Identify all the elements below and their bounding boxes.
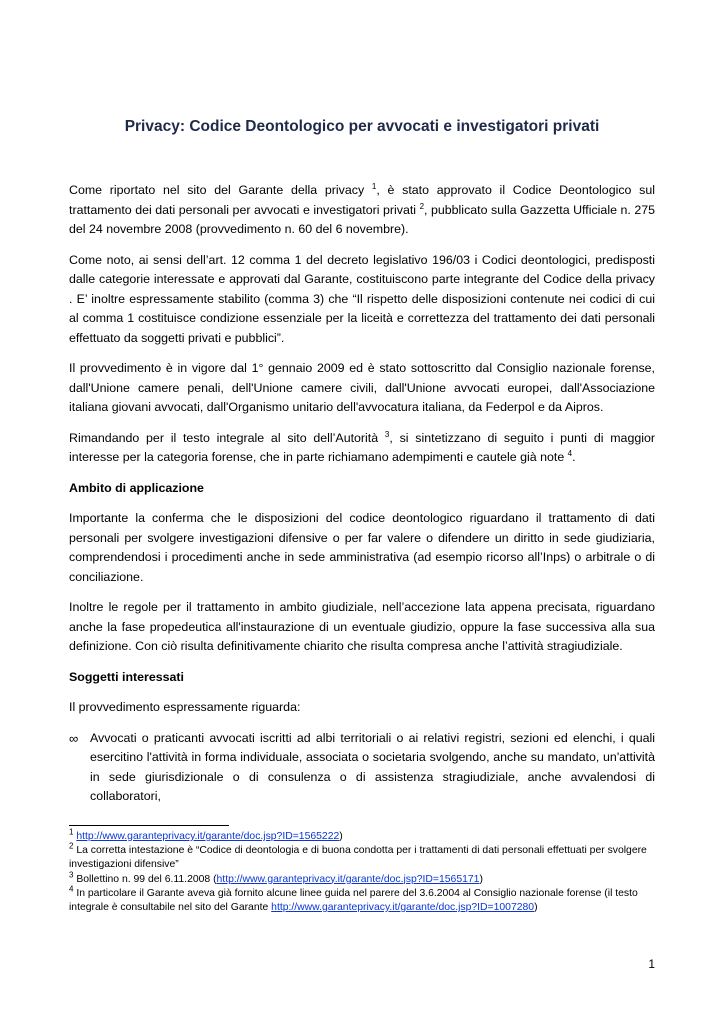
footnote-link[interactable]: http://www.garanteprivacy.it/garante/doc.jsp?ID=1007280	[271, 902, 535, 914]
list-item-text: Avvocati o praticanti avvocati iscritti ad albi territoriali o ai relativi registri, sezioni ed elenchi, i quali esercitino l'attività in forma individuale, associata o societaria svolgendo, anche su mandato, un'attività in sede giurisdizionale o di consulenza o di assistenza stragiudiziale, anche avvalendosi di collaboratori,	[90, 730, 655, 803]
footnote-text: )	[479, 873, 483, 885]
paragraph-text: .	[572, 450, 576, 464]
footnote-number: 1	[69, 827, 74, 837]
paragraph-subjects-intro: Il provvedimento espressamente riguarda:	[69, 700, 301, 714]
footnotes	[69, 827, 657, 915]
paragraph-scope-2: Inoltre le regole per il trattamento in ambito giudiziale, nell’accezione lata appena precisata, riguardano anche la fase propedeutica all'instaurazione di un eventuale giudizio, oppure la fase successiva alla sua definizione. Con ciò risulta definitivamente chiarito che risulta compresa anche l’attività stragiudiziale.	[69, 600, 655, 653]
document-title: Privacy: Codice Deontologico per avvocati e investigatori privati	[124, 118, 600, 135]
list-item	[69, 729, 655, 807]
section-heading-subjects: Soggetti interessati	[69, 669, 184, 684]
footnote-3	[69, 870, 657, 887]
footnote-1	[69, 827, 657, 844]
footnote-text: In particolare il Garante aveva già fornito alcune linee guida nel parere del 3.6.2004 al Consiglio nazionale forense (il testo integrale è consultabile nel sito del Garante	[69, 887, 638, 914]
paragraph-text: , pubblicato sulla Gazzetta Ufficiale n. 275 del 24 novembre 2008 (provvedimento n. 60 del 6 novembre).	[69, 202, 656, 236]
footnote-text: Bollettino n. 99 del 6.11.2008 (	[76, 873, 217, 885]
footnote-text: )	[339, 831, 343, 842]
footnote-text: )	[534, 902, 538, 914]
document-body	[69, 181, 655, 807]
page-number: 1	[648, 957, 655, 971]
footnote-text: La corretta intestazione è “Codice di deontologia e di buona condotta per i trattamenti di dati personali effettuati per svolgere investigazioni difensive”	[69, 845, 647, 871]
footnote-number: 4	[69, 884, 74, 894]
footnote-link[interactable]: http://www.garanteprivacy.it/garante/doc.jsp?ID=1565171	[216, 873, 480, 885]
footnote-ref-1[interactable]: 1	[371, 181, 377, 191]
paragraph-text: , si sintetizzano di seguito i punti di maggior interesse per la categoria forense, che in parte richiamano adempimenti e cautele già note	[69, 430, 655, 464]
paragraph-summary	[69, 429, 655, 468]
paragraph-text: , è stato approvato il Codice Deontologico sul trattamento dei dati personali per avvocati e investigatori privati	[69, 183, 655, 217]
paragraph-scope-1: Importante la conferma che le disposizioni del codice deontologico riguardano il trattamento di dati personali per svolgere investigazioni difensive o per far valere o difendere un diritto in sede giudiziaria, comprendendosi i procedimenti anche in sede amministrativa (ad esempio ricorso all’Inps) o arbitrale o di conciliazione.	[69, 511, 655, 584]
bullet-infinity-icon: ∞	[69, 730, 79, 746]
paragraph-text: Rimandando per il testo integrale al sito dell’Autorità	[69, 430, 385, 445]
footnote-separator	[69, 825, 229, 826]
paragraph-legal-basis: Come noto, ai sensi dell’art. 12 comma 1 del decreto legislativo 196/03 i Codici deontologici, predisposti dalle categorie interessate e approvati dal Garante, costituiscono parte integrante del Codice della privacy . E’ inoltre espressamente stabilito (comma 3) che “Il rispetto delle disposizioni contenute nei codici di cui al comma 1 costituisce condizione essenziale per la liceità e correttezza del trattamento dei dati personali effettuato da soggetti privati e pubblici”.	[69, 252, 655, 345]
footnote-4	[69, 884, 657, 915]
footnote-ref-2[interactable]: 2	[419, 201, 425, 211]
footnote-number: 2	[69, 841, 74, 851]
footnote-2	[69, 841, 657, 872]
paragraph-in-force: Il provvedimento è in vigore dal 1° gennaio 2009 ed è stato sottoscritto dal Consiglio nazionale forense, dall'Unione camere penali, dell'Unione camere civili, dall'Unione avvocati europei, dall'Associazione italiana giovani avvocati, dall'Organismo unitario dell'avvocatura italiana, da Federpol e da Aipros.	[69, 361, 655, 414]
section-heading-scope: Ambito di applicazione	[69, 480, 204, 495]
footnote-ref-3[interactable]: 3	[384, 429, 390, 439]
footnote-number: 3	[69, 870, 74, 880]
footnote-ref-4[interactable]: 4	[567, 448, 573, 458]
footnote-link[interactable]: http://www.garanteprivacy.it/garante/doc.jsp?ID=1565222	[76, 831, 340, 842]
paragraph-intro	[69, 181, 655, 240]
paragraph-text: Come riportato nel sito del Garante della privacy	[69, 183, 372, 197]
